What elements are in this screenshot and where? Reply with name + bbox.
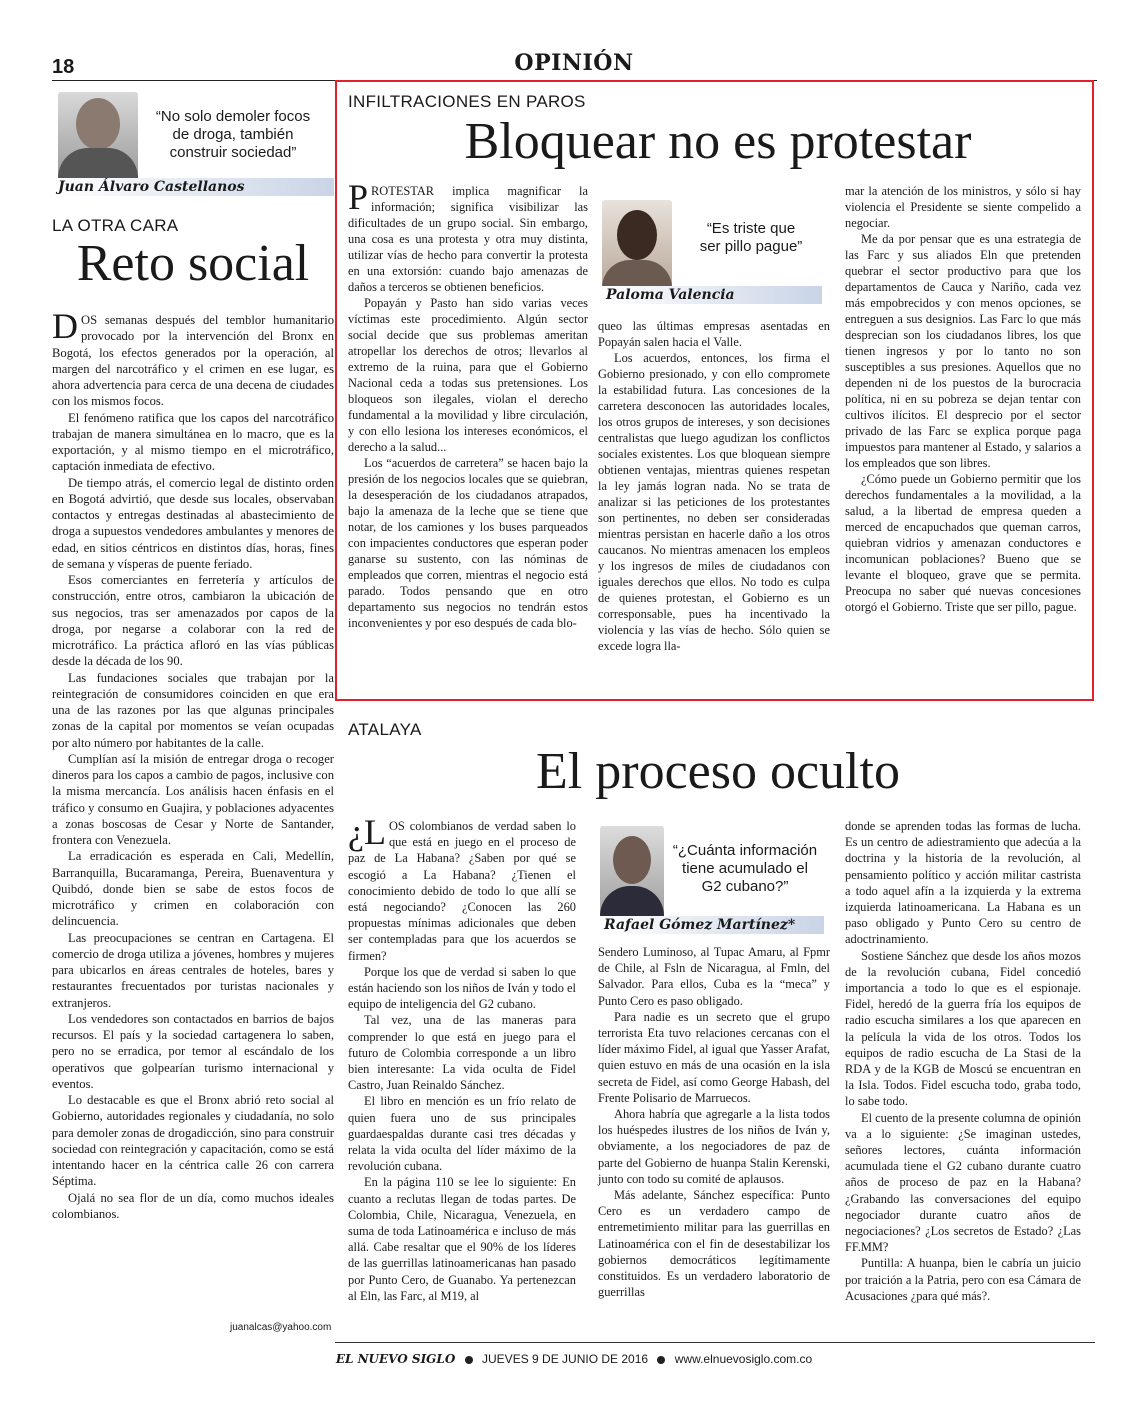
author-photo xyxy=(602,200,672,288)
left-headline: Reto social xyxy=(76,235,310,292)
paragraph: Puntilla: A huanpa, bien le cabría un juicio por traición a la Patria, pero con esa Cámara de Acusaciones ¿para qué más?. xyxy=(845,1256,1081,1303)
page-number: 18 xyxy=(52,56,75,78)
author-block-left xyxy=(52,86,334,198)
author-name: Juan Álvaro Castellanos xyxy=(52,178,334,196)
author-quote: “No solo demoler focos de droga, también construir sociedad” xyxy=(155,108,311,161)
bullet-icon xyxy=(465,1356,473,1364)
bottom-column-1 xyxy=(348,812,576,1304)
paragraph: ¿Cómo puede un Gobierno permitir que los derechos fundamentales a la movilidad, a la salud, a la libertad de empresa queden a merced de encapuchados que queman carros, quiebran vidrios y amenazan conductores e incomunican poblaciones? Bueno que se levante el bloqueo, grave que se permita. Preocupa no saber qué nuevas concesiones otorgó el Gobierno. Triste que ser pillo, pague. xyxy=(845,472,1081,614)
paragraph: Sostiene Sánchez que desde los años mozos de la revolución cubana, Fidel concedió importancia a todo lo que es el espionaje. Fidel, heredó de la guerra fría los equipos de radio escucha similares a los que aparecen en la película la vida de los otros. Todos los equipos de radio escucha de La Stasi de la RDA y de la KGB de Moscú se encuentran en la Isla. Todos. Fidel escucha todo, graba todo, lo sabe todo. xyxy=(845,948,1081,1109)
paragraph: De tiempo atrás, el comercio legal de distinto orden en Bogotá advirtió, que desde sus locales, observaban contactos y entregas destinadas al abastecimiento de droga a supuestos vendedores ambulantes y menores de edad, en sitios céntricos en distintos días, horas, fines de semana y vísperas de puente feriado. xyxy=(52,475,334,571)
author-photo xyxy=(600,826,664,916)
author-photo xyxy=(58,92,138,180)
footer xyxy=(0,1352,1148,1366)
box-column-2 xyxy=(598,318,830,654)
paragraph: Para nadie es un secreto que el grupo terrorista Eta tuvo relaciones cercanas con el líder máximo Fidel, al igual que Yasser Arafat, quien estuvo en más de una ocasión en la isla secreta de Fidel, así como George Habash, del Frente Polisario de Marruecos. xyxy=(598,1009,830,1105)
left-article-body xyxy=(52,306,334,1222)
paragraph: Las preocupaciones se centran en Cartagena. El comercio de droga utiliza a jóvenes, hombres y mujeres para ubicarlos en áreas centrales de hoteles, bares y restaurantes frecuentados por turistas nacionales y extranjeros. xyxy=(52,930,334,1010)
paragraph: El fenómeno ratifica que los capos del narcotráfico trabajan de manera simultánea en lo macro, que es la exportación, y al mismo tiempo en el microtráfico, captación inmediata de efectivo. xyxy=(52,410,334,474)
paragraph: Los acuerdos, entonces, los firma el Gobierno presionado, y con ello compromete la estabilidad futura. Las concesiones de la carretera desconocen las autoridades locales, los otros grupos de intereses, y son decisiones centralistas que luego agudizan los conflictos sociales existentes. Los que bloquean siempre obtienen ventajas, mientras quienes respetan la ley jamás logran nada. No se trata de analizar si las peticiones de los protestantes son pertinentes, no deben ser consideradas mientras persistan en hacerle daño a los otros caucanos. No mientras amenacen los empleos y los ingresos de miles de ciudadanos con iguales derechos que ellos. No todo es culpa de quienes protestan, el Gobierno es un corresponsable, pues ha incentivado la violencia y las vías de hecho. Sólo quien se excede logra lla- xyxy=(598,351,830,653)
section-title: OPINIÓN xyxy=(514,50,634,76)
box-kicker: INFILTRACIONES EN PAROS xyxy=(348,92,586,111)
box-headline: Bloquear no es protestar xyxy=(464,113,972,170)
paragraph: Ojalá no sea flor de un día, como muchos ideales colombianos. xyxy=(52,1190,334,1221)
paragraph: PROTESTAR implica magnificar la información; significa visibilizar las dificultades de un grupo social. Sin embargo, una cosa es una protesta y otra muy distinta, utilizar vías de hecho para convertir la protesta en una extorsión: cuando bajo amenazas de daños a terceros se obtienen beneficios. xyxy=(348,177,588,294)
paragraph: En la página 110 se lee lo siguiente: En cuanto a reclutas llegan de todas partes. De Colombia, Chile, Nicaragua, Venezuela, en suma de toda Latinoamérica e incluso de más allá. Cabe resaltar que el 90% de los líderes de las guerrillas latinoamericanas han pasado por Punto Cero, de Guanabo. Ya pertenezcan al Eln, las Farc, al M19, al xyxy=(348,1175,576,1303)
paragraph: Los vendedores son contactados en barrios de bajos recursos. El país y la sociedad cartagenera lo saben, pero no se erradica, por temor al escándalo de los operativos que golpearían turismo internacional y eventos. xyxy=(52,1011,334,1091)
paragraph: El cuento de la presente columna de opinión va a lo siguiente: ¿Se imaginan ustedes, señores lectores, cuánta información acumulada tiene el G2 cubano durante cuatro años de proceso de paz en la Habana? ¿Grabando las conversaciones del equipo negociador durante cuatro años de negociaciones? ¿Los secretos de Estado? ¿Las FF.MM? xyxy=(845,1110,1081,1255)
bottom-headline: El proceso oculto xyxy=(536,743,900,800)
author-name: Paloma Valencia xyxy=(600,286,822,304)
paragraph: Porque los que de verdad si saben lo que están haciendo son los niños de Iván y todo el equipo de inteligencia del G2 cubano. xyxy=(348,964,576,1012)
paragraph: Lo destacable es que el Bronx abrió reto social al Gobierno, autoridades regionales y ciudadanía, no solo para demoler zonas de drogadicción, sino para construir sociedad con reintegración y capacitación, como se está intentando hacer en la céntrica calle 26 con carrera Séptima. xyxy=(52,1093,334,1189)
paragraph: La erradicación es esperada en Cali, Medellín, Barranquilla, Bucaramanga, Pereira, Buenaventura y Quibdó, donde bien se sabe de estos focos de microtráfico y crimen en colaboración con delincuencia. xyxy=(52,849,334,929)
author-email[interactable]: juanalcas@yahoo.com xyxy=(230,1322,332,1333)
paragraph: queo las últimas empresas asentadas en Popayán salen hacia el Valle. xyxy=(598,319,830,349)
author-block-bottom xyxy=(598,820,824,935)
bullet-icon xyxy=(657,1356,665,1364)
box-column-3 xyxy=(845,183,1081,615)
paragraph: mar la atención de los ministros, y sólo si hay violencia el Presidente se siente compelido a negociar. xyxy=(845,184,1081,230)
paragraph: Popayán y Pasto han sido varias veces víctimas este procedimiento. Algún sector social decide que sus problemas ameritan atropellar los derechos de otros; llevarlos al extremo de la ruina, para que el Gobierno Nacional ceda a todas sus pretensiones. Los bloqueos son ilegales, violan el derecho fundamental a la movilidad y libre circulación, y con ello lesiona los intereses económicos, el derecho a la salud... xyxy=(348,296,588,454)
paragraph: donde se aprenden todas las formas de lucha. Es un centro de adiestramiento que adecúa a la doctrina y la historia de la revolución, al pensamiento político y acción militar castrista a todo aquel afín a la izquierda y la extrema izquierda latinoamericana. La Habana es un paso obligado y Punto Cero su centro de adoctrinamiento. xyxy=(845,819,1081,947)
newspaper-logo: EL NUEVO SIGLO xyxy=(335,1352,456,1366)
author-quote: “Es triste que ser pillo pague” xyxy=(699,220,803,255)
paragraph: El libro en mención es un frío relato de quien fuera uno de sus principales guardaespaldas durante casi tres décadas y relata la vida oculta del líder máximo de la revolución cubana. xyxy=(348,1094,576,1174)
left-kicker: LA OTRA CARA xyxy=(52,216,179,235)
footer-rule xyxy=(335,1342,1095,1343)
paragraph: DOS semanas después del temblor humanitario provocado por la intervención del Bronx en Bogotá, los efectos generados por la operación, al margen del narcotráfico y el crimen en ese lugar, es ahora advertencia para cerca de una decena de ciudades con los mismos focos. xyxy=(52,306,334,409)
paragraph: Tal vez, una de las maneras para comprender lo que está en juego para el futuro de Colombia corresponde a un libro bien interesante: La vida oculta de Fidel Castro, Juan Reinaldo Sánchez. xyxy=(348,1013,576,1093)
bottom-column-2 xyxy=(598,944,830,1300)
author-block-box xyxy=(600,192,822,304)
bottom-kicker: ATALAYA xyxy=(348,720,422,739)
paragraph: Más adelante, Sánchez específica: Punto Cero es un verdadero campo de entremetimiento militar para las guerrillas en Latinoamérica con el fin de desestabilizar los gobiernos democráticos legítimamente constituidos. Es un verdadero laboratorio de guerrillas xyxy=(598,1188,830,1300)
author-quote: “¿Cuánta información tiene acumulado el G2 cubano?” xyxy=(672,842,818,895)
paragraph: Los “acuerdos de carretera” se hacen bajo la presión de los negocios locales que se quiebran, la desesperación de los ciudadanos atrapados, bajo la amenaza de la leche que se tiene que notar, de los camiones y los buses parqueados con impacientes conductores que esperan poder ganarse su sustento, con las nóminas de empleados que corren, mientras el negocio está parado. Todos pensando que en otro departamento sus negocios no tendrán estos inconvenientes y por eso después de cada blo- xyxy=(348,456,588,630)
paragraph: Cumplían así la misión de entregar droga o recoger dineros para los capos a cambio de pagos, inclusive con la misma mercancía. Los análisis hacen énfasis en el tráfico y consumo en Guajira, y poblaciones adyacentes a zonas boscosas de Cesar y Norte de Santander, frontera con Venezuela. xyxy=(52,751,334,847)
bottom-column-3 xyxy=(845,818,1081,1304)
paragraph: Esos comerciantes en ferretería y artículos de construcción, entre otros, cambiaron la ubicación de sus negocios, tras ser amenazados por capos de la droga, por negarse a colaborar con la red de microtráfico. La práctica afloró en las vías públicas desde la década de los 90. xyxy=(52,573,334,669)
box-column-1 xyxy=(348,177,588,631)
paragraph: Sendero Luminoso, al Tupac Amaru, al Fpmr de Chile, al Fsln de Nicaragua, al Fmln, del Salvador. Para ellos, Cuba es la “meca” y Punto Cero es paso obligado. xyxy=(598,945,830,1008)
paragraph: Las fundaciones sociales que trabajan por la reintegración de consumidores coinciden en que era una de las razones por las que algunas principales zonas de la capital por momentos se veían ocupadas por alto número por habitantes de la calle. xyxy=(52,670,334,750)
paragraph: Ahora habría que agregarle a la lista todos los huéspedes ilustres de los niños de Iván y, obviamente, a los negociadores de paz de parte del Gobierno de huanpa Stalin Kerenski, junto con todo su comité de aplausos. xyxy=(598,1107,830,1186)
paragraph: Me da por pensar que es una estrategia de las Farc y sus aliados Eln que pretenden quebrar el sector productivo para que los departamentos de Cauca y Nariño, cada vez más empobrecidos y con menos opciones, se entreguen a sus designios. Las Farc lo que más desprecian son los ciudadanos libres, los que tienen ingresos y por lo tanto no son susceptibles a sus presiones. Aquellos que no dependen ni de los puestos de la burocracia política, ni en su pobreza se dejan tentar con cultivos ilícitos. El desprecio por el sector privado de las Farc se explica porque paga impuestos para mantener al Estado, y salarios a los empleados que son libres. xyxy=(845,232,1081,470)
website-link[interactable]: www.elnuevosiglo.com.co xyxy=(674,1352,813,1366)
publication-date: JUEVES 9 DE JUNIO DE 2016 xyxy=(482,1352,649,1366)
author-name: Rafael Gómez Martínez* xyxy=(598,916,824,934)
paragraph: ¿LOS colombianos de verdad saben lo que está en juego en el proceso de paz de La Habana? ¿Saben por qué se escogió a La Habana? ¿Tienen el conocimiento debido de todo lo que allí se está negociando? ¿Conocen las 260 propuestas mínimas adicionales que deben ser contempladas para que los acuerdos se firmen? xyxy=(348,812,576,963)
